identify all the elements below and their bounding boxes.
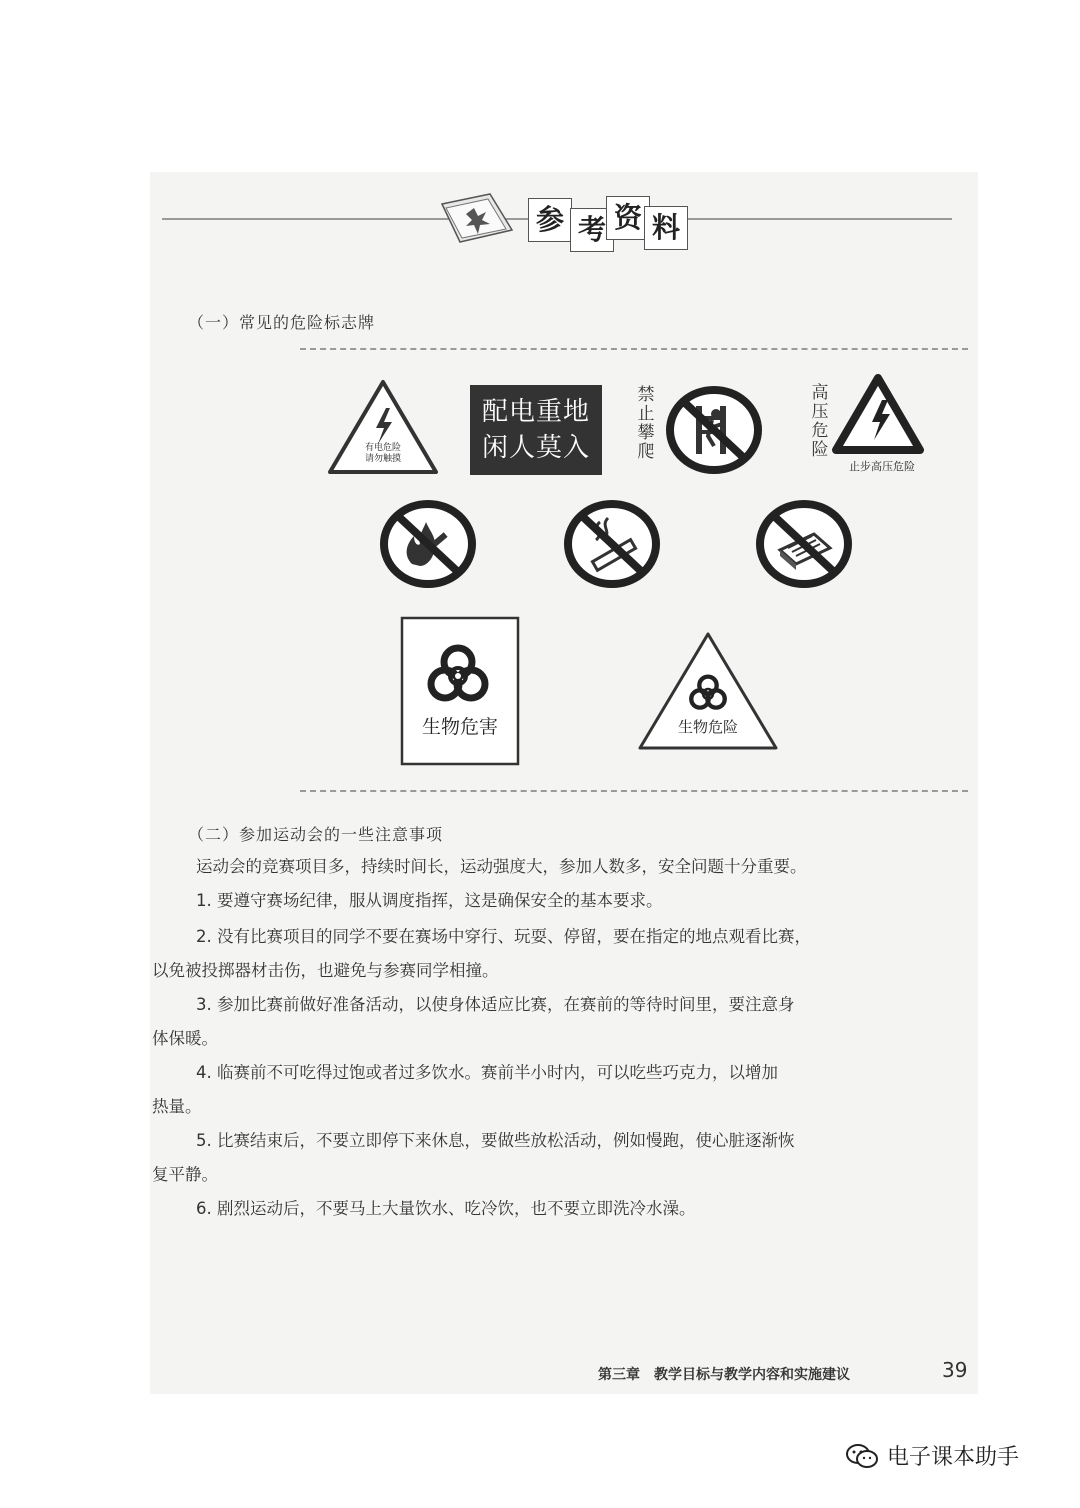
item-2-line-1: 2. 没有比赛项目的同学不要在赛场中穿行、玩耍、停留，要在指定的地点观看比赛， <box>196 927 811 946</box>
page-number: 39 <box>942 1358 968 1382</box>
high-voltage-sign <box>832 374 924 456</box>
title-char-2: 考 <box>570 208 614 252</box>
no-climb-label: 禁 止 攀 爬 <box>637 385 655 462</box>
item-5-line-2: 复平静。 <box>152 1165 218 1184</box>
item-4-line-1: 4. 临赛前不可吃得过饱或者过多饮水。赛前半小时内，可以吃些巧克力，以增加 <box>196 1063 778 1082</box>
item-1: 1. 要遵守赛场纪律，服从调度指挥，这是确保安全的基本要求。 <box>196 891 663 910</box>
account-watermark <box>845 1440 1019 1471</box>
text-sign-line-2: 闲人莫入 <box>481 433 590 463</box>
title-char-3: 资 <box>606 196 650 240</box>
section2-heading: （二）参加运动会的一些注意事项 <box>188 825 444 844</box>
item-5-line-1: 5. 比赛结束后，不要立即停下来休息，要做些放松活动，例如慢跑，使心脏逐渐恢 <box>196 1131 795 1150</box>
wechat-icon <box>845 1442 879 1470</box>
electric-warning-caption: 有电危险 请勿触摸 <box>364 443 401 464</box>
no-climbing-sign <box>664 384 764 476</box>
title-char-4: 料 <box>644 206 688 250</box>
chapter-footer: 第三章 教学目标与教学内容和实施建议 <box>598 1367 850 1383</box>
biohazard-triangle-caption: 生物危险 <box>677 718 738 736</box>
item-6: 6. 剧烈运动后，不要马上大量饮水、吃冷饮，也不要立即洗冷水澡。 <box>196 1199 696 1218</box>
title-char-1: 参 <box>528 198 572 242</box>
no-smoking-sign <box>562 498 662 590</box>
item-4-line-2: 热量。 <box>152 1097 202 1116</box>
divider-top <box>300 348 968 350</box>
divider-bottom <box>300 790 968 792</box>
text-sign-line-1: 配电重地 <box>481 397 590 427</box>
biohazard-box-sign <box>400 616 520 766</box>
intro-paragraph: 运动会的竞赛项目多，持续时间长，运动强度大，参加人数多，安全问题十分重要。 <box>196 857 807 876</box>
no-fire-sign <box>378 498 478 590</box>
no-matches-sign <box>754 498 854 590</box>
distribution-room-sign <box>470 385 602 475</box>
biohazard-box-caption: 生物危害 <box>421 716 498 738</box>
book-leaf-icon <box>438 190 518 252</box>
section1-heading: （一）常见的危险标志牌 <box>188 313 376 332</box>
item-3-line-2: 体保暖。 <box>152 1029 218 1048</box>
account-name: 电子课本助手 <box>887 1445 1020 1470</box>
item-2-line-2: 以免被投掷器材击伤，也避免与参赛同学相撞。 <box>152 961 499 980</box>
high-voltage-caption: 止步高压危险 <box>849 460 915 473</box>
item-3-line-1: 3. 参加比赛前做好准备活动，以使身体适应比赛，在赛前的等待时间里，要注意身 <box>196 995 795 1014</box>
high-voltage-label: 高 压 危 险 <box>811 383 829 460</box>
